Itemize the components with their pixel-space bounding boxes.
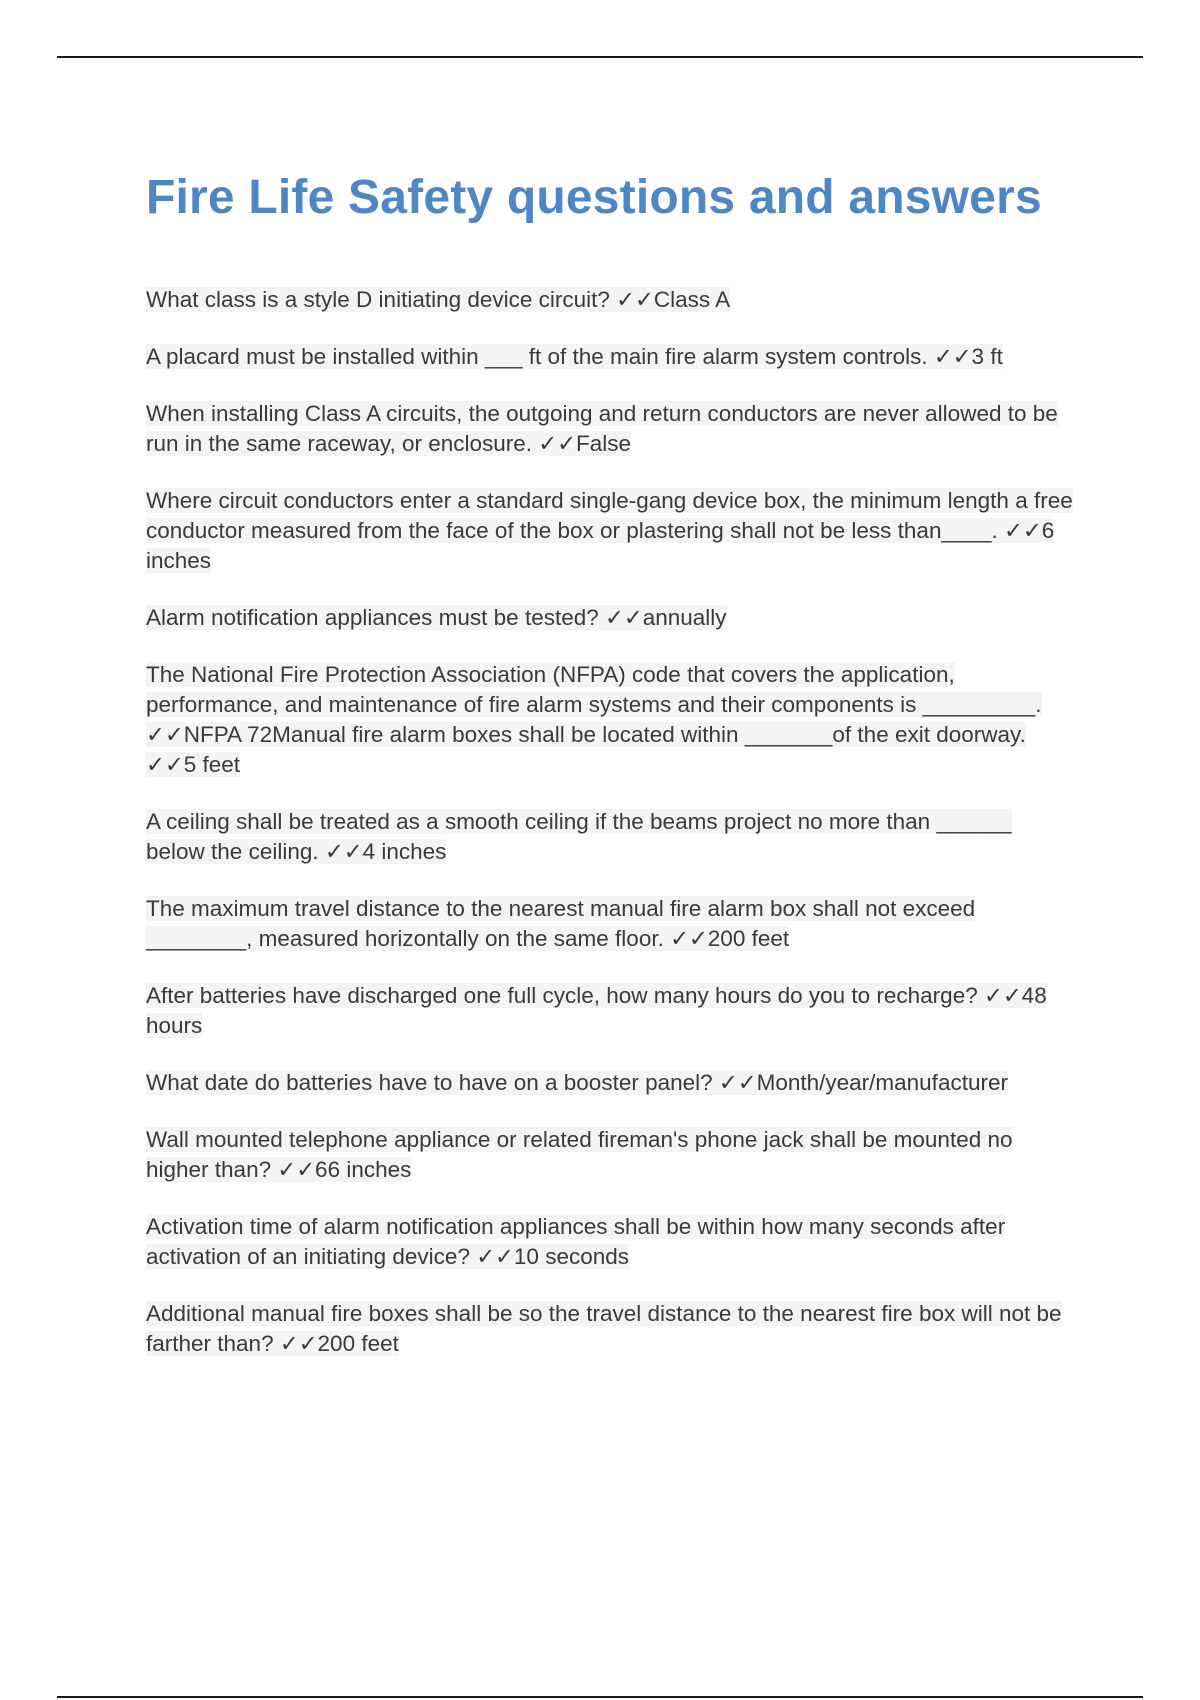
qa-item	[146, 486, 1076, 576]
qa-text: Where circuit conductors enter a standard single-gang device box, the minimum length a free conductor measured from the face of the box or plastering shall not be less than____. ✓✓6 inches	[146, 488, 1073, 573]
qa-item	[146, 285, 1076, 315]
qa-text: A ceiling shall be treated as a smooth ceiling if the beams project no more than ______ below the ceiling. ✓✓4 inches	[146, 809, 1012, 864]
qa-item	[146, 807, 1076, 867]
qa-text: Additional manual fire boxes shall be so the travel distance to the nearest fire box will not be farther than? ✓✓200 feet	[146, 1301, 1062, 1356]
bottom-rule	[57, 1696, 1143, 1698]
qa-item	[146, 1068, 1076, 1098]
qa-item	[146, 660, 1076, 780]
qa-text: A placard must be installed within ___ ft of the main fire alarm system controls. ✓✓3 ft	[146, 344, 1003, 369]
qa-text: The National Fire Protection Association (NFPA) code that covers the application, performance, and maintenance of fire alarm systems and their components is _________. ✓✓NFPA 72Manual fire alarm boxes shall be located within _______of the exit doorway. ✓✓5 feet	[146, 662, 1042, 777]
top-rule	[57, 56, 1143, 58]
document-body	[146, 170, 1076, 1386]
page-title: Fire Life Safety questions and answers	[146, 171, 1042, 224]
qa-text: The maximum travel distance to the nearest manual fire alarm box shall not exceed ________, measured horizontally on the same floor. ✓✓200 feet	[146, 896, 976, 951]
qa-text: Activation time of alarm notification appliances shall be within how many seconds after activation of an initiating device? ✓✓10 seconds	[146, 1214, 1006, 1269]
qa-item	[146, 894, 1076, 954]
qa-text: What date do batteries have to have on a booster panel? ✓✓Month/year/manufacturer	[146, 1070, 1008, 1095]
qa-text: After batteries have discharged one full cycle, how many hours do you to recharge? ✓✓48 hours	[146, 983, 1047, 1038]
qa-text: When installing Class A circuits, the outgoing and return conductors are never allowed to be run in the same raceway, or enclosure. ✓✓False	[146, 401, 1058, 456]
qa-list	[146, 285, 1076, 1359]
qa-item	[146, 1125, 1076, 1185]
qa-item	[146, 1212, 1076, 1272]
qa-text: What class is a style D initiating device circuit? ✓✓Class A	[146, 287, 731, 312]
qa-text: Wall mounted telephone appliance or related fireman's phone jack shall be mounted no higher than? ✓✓66 inches	[146, 1127, 1013, 1182]
qa-item	[146, 399, 1076, 459]
qa-text: Alarm notification appliances must be tested? ✓✓annually	[146, 605, 727, 630]
qa-item	[146, 981, 1076, 1041]
qa-item	[146, 342, 1076, 372]
qa-item	[146, 1299, 1076, 1359]
qa-item	[146, 603, 1076, 633]
